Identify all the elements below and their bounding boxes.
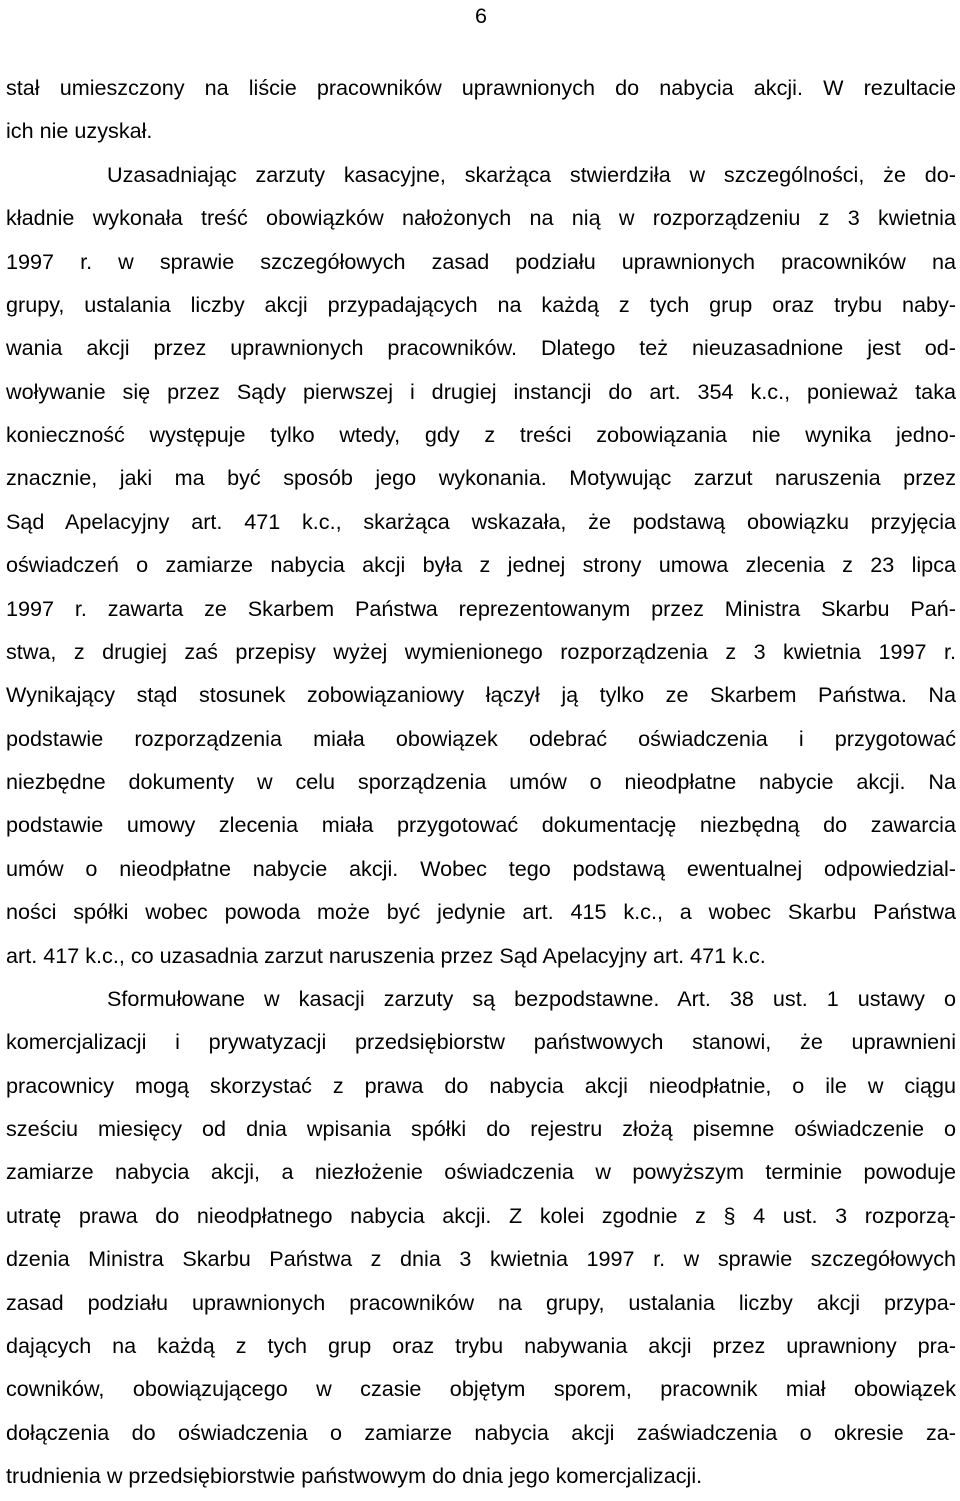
text-line: umów o nieodpłatne nabycie akcji. Wobec tego podstawą ewentualnej odpowiedzial- [6, 855, 956, 881]
text-line: 1997 r. w sprawie szczegółowych zasad podziału uprawnionych pracowników na [6, 248, 956, 274]
text-line: ich nie uzyskał. [6, 118, 153, 144]
text-line: pracownicy mogą skorzystać z prawa do nabycia akcji nieodpłatnie, o ile w ciągu [6, 1072, 956, 1098]
text-line: kładnie wykonała treść obowiązków nałożonych na nią w rozporządzeniu z 3 kwietnia [6, 205, 956, 231]
text-line: znacznie, jaki ma być sposób jego wykonania. Motywując zarzut naruszenia przez [6, 465, 956, 491]
text-line: oświadczeń o zamiarze nabycia akcji była z jednej strony umowa zlecenia z 23 lipca [6, 552, 956, 578]
text-line: niezbędne dokumenty w celu sporządzenia umów o nieodpłatne nabycie akcji. Na [6, 769, 956, 794]
text-line: ności spółki wobec powoda może być jedynie art. 415 k.c., a wobec Skarbu Państwa [6, 899, 956, 925]
text-line: 1997 r. zawarta ze Skarbem Państwa reprezentowanym przez Ministra Skarbu Pań- [6, 595, 956, 621]
text-line: zasad podziału uprawnionych pracowników na grupy, ustalania liczby akcji przypa- [6, 1289, 956, 1315]
text-line: woływanie się przez Sądy pierwszej i drugiej instancji do art. 354 k.c., ponieważ taka [6, 378, 956, 404]
page-number: 6 [474, 3, 487, 28]
text-line: wania akcji przez uprawnionych pracowników. Dlatego też nieuzasadnione jest od- [6, 335, 956, 361]
text-line: podstawie umowy zlecenia miała przygotować dokumentację niezbędną do zawarcia [6, 812, 956, 838]
text-line: Sąd Apelacyjny art. 471 k.c., skarżąca wskazała, że podstawą obowiązku przyjęcia [6, 508, 956, 534]
text-line: Sformułowane w kasacji zarzuty są bezpodstawne. Art. 38 ust. 1 ustawy o [107, 985, 956, 1011]
text-line: konieczność występuje tylko wtedy, gdy z treści zobowiązania nie wynika jedno- [6, 422, 956, 447]
text-line: dzenia Ministra Skarbu Państwa z dnia 3 kwietnia 1997 r. w sprawie szczegółowych [6, 1246, 956, 1272]
text-line: grupy, ustalania liczby akcji przypadających na każdą z tych grup oraz trybu naby- [6, 291, 956, 317]
text-line: trudnienia w przedsiębiorstwie państwowym do dnia jego komercjalizacji. [6, 1463, 703, 1488]
text-line: komercjalizacji i prywatyzacji przedsiębiorstw państwowych stanowi, że uprawnieni [6, 1029, 956, 1055]
text-line: stał umieszczony na liście pracowników uprawnionych do nabycia akcji. W rezultacie [6, 75, 956, 100]
text-line: zamiarze nabycia akcji, a niezłożenie oświadczenia w powyższym terminie powoduje [6, 1159, 956, 1185]
text-line: art. 417 k.c., co uzasadnia zarzut naruszenia przez Sąd Apelacyjny art. 471 k.c. [6, 942, 766, 968]
body-text [6, 70, 956, 1501]
text-line: utratę prawa do nieodpłatnego nabycia akcji. Z kolei zgodnie z § 4 ust. 3 rozporzą- [6, 1202, 956, 1228]
text-line: Uzasadniając zarzuty kasacyjne, skarżąca stwierdziła w szczególności, że do- [107, 161, 956, 187]
text-line: podstawie rozporządzenia miała obowiązek odebrać oświadczenia i przygotować [6, 725, 956, 751]
text-line: dających na każdą z tych grup oraz trybu nabywania akcji przez uprawniony pra- [6, 1332, 956, 1358]
text-line: sześciu miesięcy od dnia wpisania spółki do rejestru złożą pisemne oświadczenie o [6, 1116, 956, 1141]
text-line: Wynikający stąd stosunek zobowiązaniowy łączył ją tylko ze Skarbem Państwa. Na [6, 682, 956, 708]
text-line: stwa, z drugiej zaś przepisy wyżej wymienionego rozporządzenia z 3 kwietnia 1997 r. [6, 638, 956, 664]
text-line: cowników, obowiązującego w czasie objętym sporem, pracownik miał obowiązek [6, 1376, 956, 1402]
text-line: dołączenia do oświadczenia o zamiarze nabycia akcji zaświadczenia o okresie za- [6, 1419, 956, 1445]
